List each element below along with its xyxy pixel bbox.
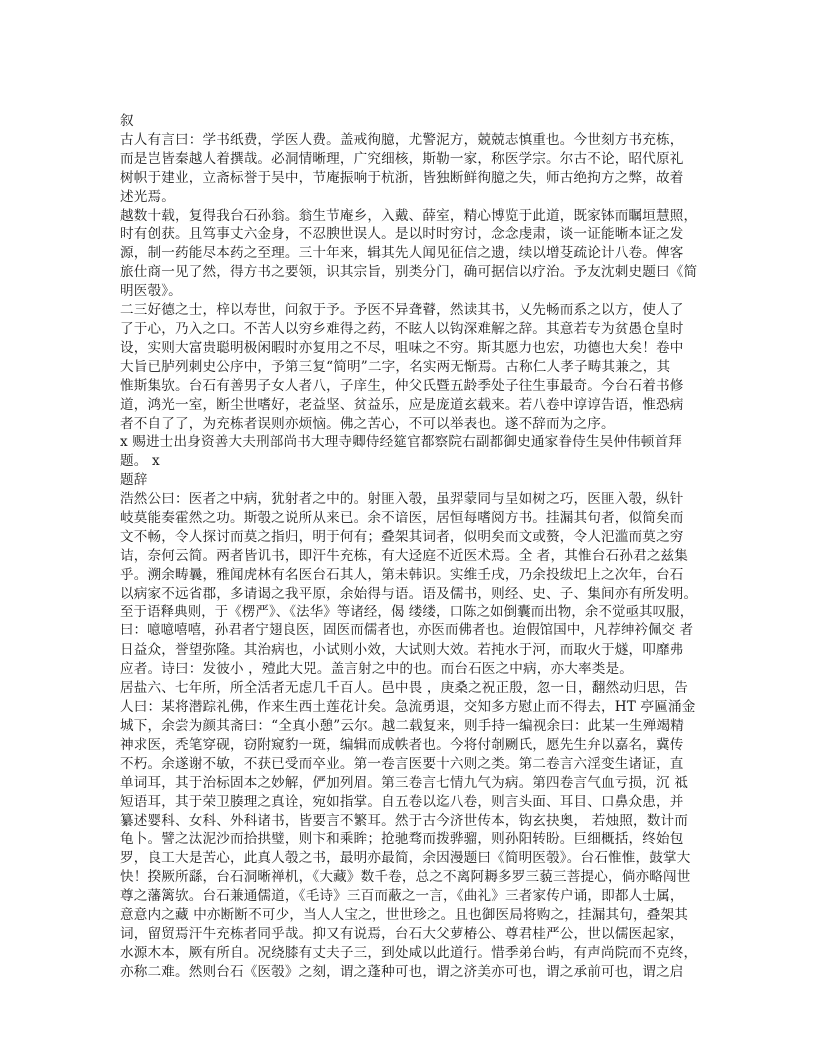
text-line: 意意内之藏 中亦断断不可少，当人人宝之，世世珍之。且也御医局将购之，挂漏其句，叠架其	[120, 907, 688, 924]
text-line: 龟卜。譬之汰泥沙而拾拱璧，则卞和乘眸；抢驰骛而拨骅骝，则孙阳转盼。巨细概括，终始包	[120, 831, 684, 848]
document-body	[120, 112, 698, 982]
text-line: 居盐六、七年所，所全活者无虑几千百人。邑中畏 ，庚桑之祝正殷，忽一日，翻然动归思，告	[120, 680, 688, 697]
text-line: 人曰：某将潜踪礼佛，作来生西土莲花计矣。急流勇退，交知多方慰止而不得去，HT 亭匾涌金	[120, 699, 696, 716]
text-line: 浩然公曰：医者之中病，犹射者之中的。射匪入彀，虽羿蒙同与呈如树之巧，医匪入彀，纵针	[120, 491, 684, 508]
text-line: 至于语释典则，于《楞严》、《法华》等诸经，偈 缕缕，口陈之如倒囊而出物，余不觉亟其叹服，	[120, 604, 694, 620]
text-line: x 赐进士出身资善大夫刑部尚书大理寺卿侍经筵官都察院右副都御史通家眷侍生吴仲伟顿首拜	[120, 434, 683, 451]
text-line: 神求医，秃笔穿砚，窃附窥豹一斑，编辑而成帙者也。今将付剞劂氏，愿先生弁以嘉名，冀传	[120, 736, 684, 753]
text-line: 纂述婴科、女科、外科诸书，皆要言不繁耳。然于古今济世传本，钩玄抉奥， 若烛照，数计而	[120, 812, 688, 829]
text-line: 者不自了了，为充栋者误则亦烦恼。佛之苦心，不可以举表也。遂不辞而为之序。	[120, 415, 615, 432]
text-line: 叙	[120, 113, 134, 129]
text-line: 不朽。余遂谢不敏，不获已受而卒业。第一卷言医要十六则之类。第二卷言六淫变生诸证，直	[120, 755, 684, 772]
text-line: 亦称二难。然则台石《医彀》之刻，谓之蓬种可也，谓之济美亦可也，谓之承前可也，谓之启	[120, 963, 684, 980]
text-line: 日益众，誉望弥隆。其治病也，小试则小效，大试则大效。若扽水于河，而取火于燧，叩靡弗	[120, 642, 684, 659]
text-line: 设，实则大富贵聪明极闲暇时亦复用之不尽，咀味之不穷。斯其愿力也宏，功德也大矣！卷中	[120, 339, 684, 356]
text-line: 旅仕商一见了然，得方书之要领，识其宗旨，别类分门，确可据信以疗治。予友沈刺史题曰《简	[120, 264, 698, 281]
text-line: 单词耳，其于治标固本之妙解，俨加列眉。第三卷言七情九气为病。第四卷言气血亏损，沉 祗	[120, 774, 688, 791]
text-line: 惟斯集欤。台石有善男子女人者八，子庠生，仲父氏暨五龄季处子往生事最奇。今台石着书修	[120, 377, 684, 394]
text-line: 城下，余尝为颜其斋曰：“全真小憩”云尔。越二载复来，则手持一编视余曰：此某一生殚竭精	[120, 718, 684, 734]
text-line: 罗，良工大是苦心，此真人彀之书，最明亦最简，余因漫题曰《简明医彀》。台石惟惟，鼓掌大	[120, 850, 691, 867]
text-line: 题辞	[120, 472, 148, 489]
text-line: 短语耳，其于荣卫腠理之真诠，宛如指掌。自五卷以迄八卷，则言头面、耳目、口鼻众患，并	[120, 793, 684, 810]
text-line: 应者。诗曰：发彼小 ，殪此大兕。盖言射之中的也。而台石医之中病，亦大率类是。	[120, 661, 633, 678]
text-line: 曰：噫噫嘻嘻，孙君者宁翅良医，固医而儒者也，亦医而佛者也。迨假馆国中，凡荐绅衿佩交 者	[120, 623, 694, 639]
text-line: 了于心，乃入之口。不苦人以穷乡难得之药，不眩人以钩深难解之辞。其意若专为贫愚仓皇时	[120, 320, 684, 337]
text-line: 文不畅，令人探讨而莫之指归，明于何有；叠架其词者，似明矣而文或赘，令人汜滥而莫之穷	[120, 528, 684, 545]
text-line: 尊之藩篱欤。台石兼通儒道，《毛诗》三百而蔽之一言，《曲礼》三者家传户诵，即都人士属，	[120, 888, 684, 905]
text-line: 题。 x	[120, 453, 160, 470]
text-line: 道，鸿光一室，断尘世嗜好，老益坚、贫益乐，应是庞道玄载来。若八卷中谆谆告语，惟恐病	[120, 396, 684, 413]
text-line: 述光焉。	[120, 188, 175, 205]
text-line: 古人有言曰：学书纸费，学医人费。盖戒徇臆，尤警泥方，兢兢志慎重也。今世刻方书充栋，	[120, 131, 684, 148]
text-line: 明医彀》。	[120, 283, 182, 300]
text-line: 二三好德之士，梓以寿世，问叙于予。予医不异聋瞽，然读其书，乂先畅而系之以方，使人了	[120, 302, 684, 319]
text-line: 词，留贸焉汗牛充栋者同乎哉。抑又有说焉，台石大父萝椿公、尊君桂严公，世以儒医起家，	[120, 925, 684, 942]
text-line: 源，制一药能尽本药之至理。三十年来，辑其先人闻见征信之遗，续以增芟疏论计八卷。俾客	[120, 245, 684, 262]
text-line: 岐莫能奏霍然之功。斯彀之说所从来已。余不谙医，居恒每嗜阅方书。挂漏其句者，似简矣而	[120, 510, 684, 527]
text-line: 大旨已胪列刺史公序中，予第三复“简明”二字，名实两无惭焉。古称仁人孝子畴其兼之，其	[120, 358, 671, 375]
text-line: 以病家不远省郡，多请谒之我平原，余始得与语。语及儒书，则经、史、子、集间亦有所发明。	[120, 585, 698, 602]
text-line: 时有创获。且笃事丈六金身，不忍腴世误人。是以时时穷讨，念念虔肃，谈一证能晰本证之发	[120, 226, 684, 243]
text-line: 水源木本，厥有所自。况绕膝有丈夫子三，到处咸以此道行。惜季弟台屿，有声尚院而不克终，	[120, 944, 698, 961]
text-line: 快！揆厥所繇，台石洞晰禅机，《大藏》数千卷，总之不离阿耨多罗三藐三菩提心，倘亦略闯世	[120, 869, 691, 886]
text-line: 诘，奈何云简。两者皆讥书，即汗牛充栋，有大迳庭不近医术焉。全 者，其惟台石孙君之兹集	[120, 547, 688, 564]
text-line: 而是岂皆秦越人着撰哉。必洞情晰理，广究细核，斯勒一家，称医学宗。尔古不论，昭代原礼	[120, 150, 684, 167]
text-line: 越数十载，复得我台石孙翁。翁生节庵乡，入戴、薛室，精心博览于此道，既家钵而瞩垣慧照，	[120, 207, 698, 224]
text-line: 乎。溯余畴曩，雅闻虎林有名医台石其人，第未韩识。实维壬戌，乃余投绂圯上之次年，台石	[120, 566, 684, 583]
text-line: 树帜于建业，立斋标誉于吴中，节庵振响于杭浙，皆独断鲜徇臆之失，师古绝拘方之弊，故着	[120, 169, 684, 186]
